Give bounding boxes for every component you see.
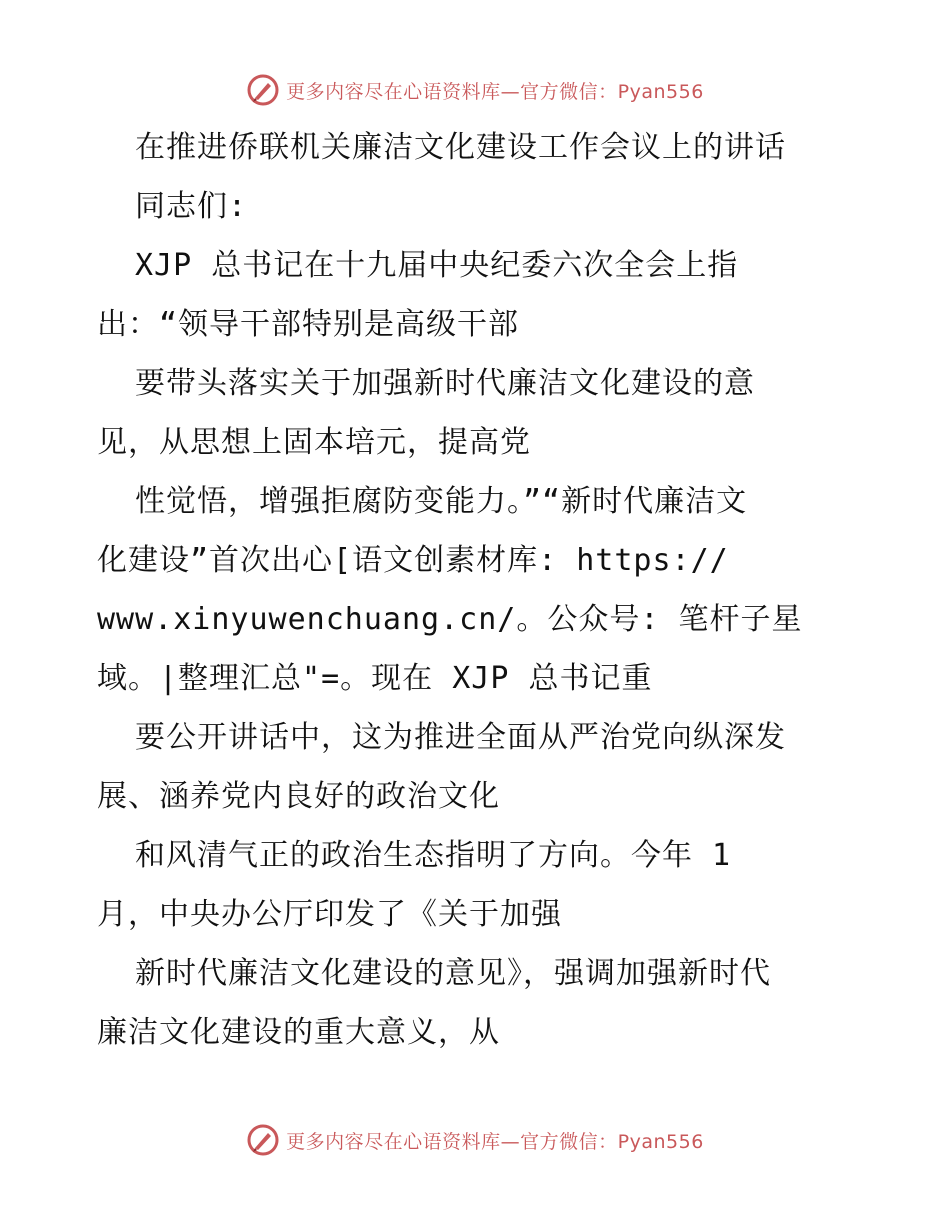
watermark-banner-top <box>0 70 950 110</box>
text-line: 性觉悟，增强拒腐防变能力。”“新时代廉洁文 <box>135 484 748 519</box>
text-line: 域。|整理汇总"=。现在 XJP 总书记重 <box>97 661 653 696</box>
text-line: 见，从思想上固本培元，提高党 <box>97 425 531 460</box>
text-line: 月，中央办公厅印发了《关于加强 <box>97 897 562 932</box>
watermark-text: 更多内容尽在心语资料库—官方微信：Pyan556 <box>286 1130 704 1153</box>
text-line: 要带头落实关于加强新时代廉洁文化建设的意 <box>135 366 755 401</box>
text-line: www.xinyuwenchuang.cn/。公众号: 笔杆子星 <box>97 602 803 637</box>
text-line: 和风清气正的政治生态指明了方向。今年 1 <box>135 838 732 873</box>
text-line: 出：“领导干部特别是高级干部 <box>97 307 520 342</box>
text-line: 展、涵养党内良好的政治文化 <box>97 779 500 814</box>
text-line: 要公开讲话中，这为推进全面从严治党向纵深发 <box>135 720 786 755</box>
pen-logo-icon <box>246 73 280 107</box>
text-line: 在推进侨联机关廉洁文化建设工作会议上的讲话 <box>135 130 786 165</box>
text-line: 化建设”首次出心[语文创素材库: https:// <box>97 543 729 578</box>
text-line: XJP 总书记在十九届中央纪委六次全会上指 <box>135 248 739 283</box>
watermark-banner-bottom <box>0 1120 950 1160</box>
text-line: 廉洁文化建设的重大意义，从 <box>97 1015 500 1050</box>
pen-logo-icon <box>246 1123 280 1157</box>
text-line: 新时代廉洁文化建设的意见》，强调加强新时代 <box>135 956 771 991</box>
text-line: 同志们: <box>135 189 248 224</box>
watermark-text: 更多内容尽在心语资料库—官方微信：Pyan556 <box>286 80 704 103</box>
